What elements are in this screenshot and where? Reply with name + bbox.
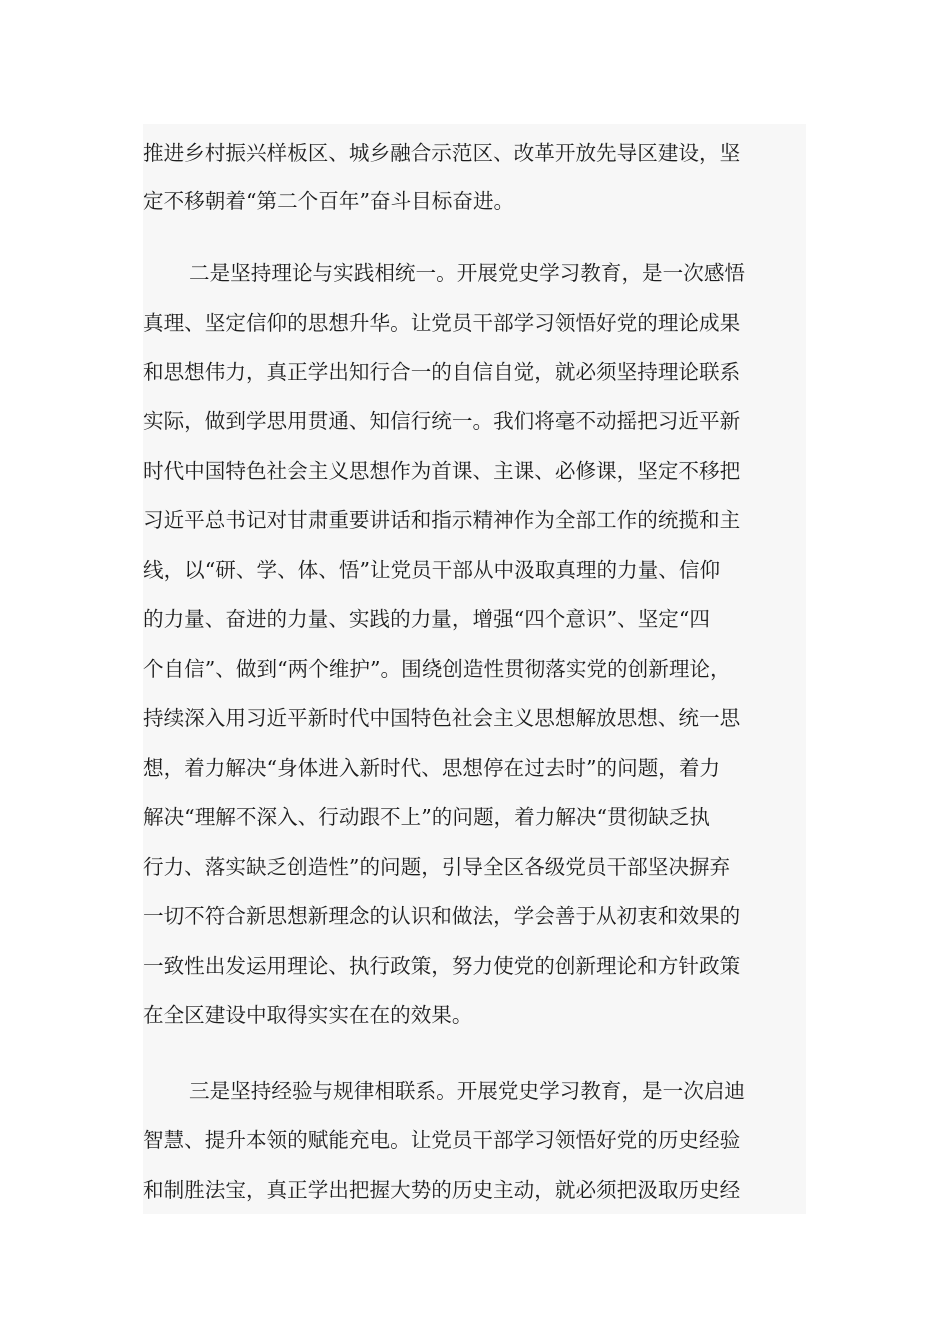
paragraph-1-line-2: 定不移朝着“第二个百年”奋斗目标奋进。: [143, 189, 515, 213]
paragraph-2-line-7: 线，以“研、学、体、悟”让党员干部从中汲取真理的力量、信仰: [143, 558, 721, 582]
paragraph-2-line-13: 行力、落实缺乏创造性”的问题，引导全区各级党员干部坚决摒弃: [143, 855, 731, 879]
paragraph-2-line-16: 在全区建设中取得实实在在的效果。: [143, 1003, 473, 1027]
paragraph-2-line-8: 的力量、奋进的力量、实践的力量，增强“四个意识”、坚定“四: [143, 607, 711, 631]
paragraph-3-line-2: 智慧、提升本领的赋能充电。让党员干部学习领悟好党的历史经验: [143, 1128, 741, 1152]
paragraph-2-line-3: 和思想伟力，真正学出知行合一的自信自觉，就必须坚持理论联系: [143, 360, 741, 384]
paragraph-2-line-11: 想，着力解决“身体进入新时代、思想停在过去时”的问题，着力: [143, 756, 721, 780]
paragraph-2-line-6: 习近平总书记对甘肃重要讲话和指示精神作为全部工作的统揽和主: [143, 508, 741, 532]
paragraph-2-line-2: 真理、坚定信仰的思想升华。让党员干部学习领悟好党的理论成果: [143, 311, 741, 335]
paragraph-2-line-15: 一致性出发运用理论、执行政策，努力使党的创新理论和方针政策: [143, 954, 741, 978]
paragraph-3-line-3: 和制胜法宝，真正学出把握大势的历史主动，就必须把汲取历史经: [143, 1178, 741, 1202]
paragraph-2-line-4: 实际，做到学思用贯通、知信行统一。我们将毫不动摇把习近平新: [143, 409, 741, 433]
paragraph-2-line-12: 解决“理解不深入、行动跟不上”的问题，着力解决“贯彻缺乏执: [143, 805, 711, 829]
paragraph-2-line-10: 持续深入用习近平新时代中国特色社会主义思想解放思想、统一思: [143, 706, 741, 730]
paragraph-3-line-1: 三是坚持经验与规律相联系。开展党史学习教育，是一次启迪: [189, 1079, 746, 1103]
paragraph-2-line-1: 二是坚持理论与实践相统一。开展党史学习教育，是一次感悟: [189, 261, 746, 285]
paragraph-1-line-1: 推进乡村振兴样板区、城乡融合示范区、改革开放先导区建设，坚: [143, 141, 741, 165]
paragraph-2-line-9: 个自信”、做到“两个维护”。围绕创造性贯彻落实党的创新理论，: [143, 657, 731, 681]
paragraph-2-line-14: 一切不符合新思想新理念的认识和做法，学会善于从初衷和效果的: [143, 904, 741, 928]
paragraph-2-line-5: 时代中国特色社会主义思想作为首课、主课、必修课，坚定不移把: [143, 459, 741, 483]
